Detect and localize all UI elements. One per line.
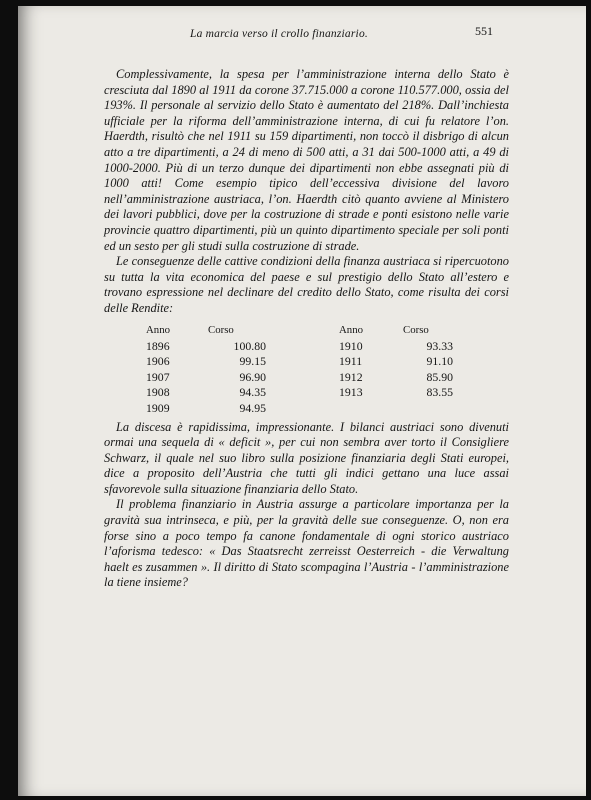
- corso-cell: 94.35: [239, 385, 266, 399]
- anno-cell: 1908: [146, 385, 170, 399]
- anno-cell: 1910: [339, 338, 363, 353]
- header-corso: Corso: [208, 323, 234, 336]
- table-row: [339, 385, 453, 401]
- anno-cell: 1906: [146, 354, 170, 368]
- paragraph-2: Le conseguenze delle cattive condizioni della finanza austriaca si ripercuotono su tutta la vita economica del paese e sul prestigio dello Stato all’estero e trovano espressione nel declinare del credito dello Stato, come risulta dei corsi delle Rendite:: [104, 254, 509, 315]
- header-corso: Corso: [403, 323, 429, 336]
- page-number: 551: [475, 24, 493, 38]
- corso-cell: 85.90: [426, 369, 453, 384]
- table-row: [339, 370, 453, 386]
- corso-cell: 83.55: [426, 385, 453, 399]
- table-row: [339, 339, 453, 355]
- corso-cell: 91.10: [426, 354, 453, 368]
- table-row: [146, 354, 266, 370]
- anno-cell: 1911: [339, 354, 363, 368]
- rendite-column-left: [146, 320, 266, 417]
- corso-cell: 100.80: [233, 338, 266, 353]
- table-row: [146, 401, 266, 417]
- paragraph-3: La discesa è rapidissima, impressionante. I bilanci austriaci sono divenuti ormai una sequela di « deficit », per cui non sembra aver torto il Consigliere Schwarz, il quale nel suo libro sulla posizione finanziaria degli Stati europei, dice a proposito dell’Austria che tutti gli indici gettano una luce assai sfavorevole sulla situazione finanziaria dello Stato.: [104, 419, 509, 496]
- book-page: [18, 6, 586, 796]
- table-row: [146, 370, 266, 386]
- rendite-header-left: [146, 320, 266, 339]
- rendite-column-right: [339, 320, 453, 401]
- anno-cell: 1913: [339, 385, 363, 399]
- corso-cell: 94.95: [239, 400, 266, 415]
- table-row: [146, 339, 266, 355]
- anno-cell: 1909: [146, 400, 170, 415]
- page-body: [104, 67, 509, 591]
- table-row: [339, 354, 453, 370]
- header-anno: Anno: [146, 323, 170, 336]
- anno-cell: 1896: [146, 338, 170, 353]
- running-title: La marcia verso il crollo finanziario.: [190, 28, 368, 40]
- corso-cell: 93.33: [426, 338, 453, 353]
- anno-cell: 1912: [339, 369, 363, 384]
- paragraph-1: Complessivamente, la spesa per l’amministrazione interna dello Stato è cresciuta dal 1890 al 1911 da corone 37.715.000 a corone 110.577.000, ossia del 193%. Il personale al servizio dello Stato è aumentato del 218%. Dall’inchiesta ufficiale per la riforma dell’amministrazione interna, di cui fu relatore l’on. Haerdth, risultò che nel 1911 su 159 dipartimenti, non toccò il disbrigo di alcun atto a tre dipartimenti, a 24 di meno di 500 atti, a 31 dai 500-1000 atti, a 49 di 1000-2000. Più di un terzo dunque dei dipartimenti non ebbe assegnati più di 1000 atti! Come esempio tipico dell’eccessiva divisione del lavoro nell’amministrazione austriaca, l’on. Haerdth citò quanto avviene al Ministero dei lavori pubblici, dove per la costruzione di strade e ponti esistono nelle varie provincie quattro dipartimenti, più un quinto dipartimento speciale per soli ponti ed un sesto per gli studi sulla costruzione di strade.: [104, 67, 509, 253]
- anno-cell: 1907: [146, 369, 170, 384]
- corso-cell: 99.15: [239, 354, 266, 368]
- header-anno: Anno: [339, 323, 363, 336]
- corso-cell: 96.90: [239, 369, 266, 384]
- rendite-table: [104, 320, 509, 418]
- table-row: [146, 385, 266, 401]
- rendite-header-right: [339, 320, 453, 339]
- paragraph-4: Il problema finanziario in Austria assurge a particolare importanza per la gravità sua intrinseca, e più, per la gravità delle sue conseguenze. O, non era forse sino a poco tempo fa canone fondamentale di ogni storico austriaco l’aforisma tedesco: « Das Staatsrecht zerreisst Oesterreich - die Verwaltung haelt es zusammen ». Il diritto di Stato scompagina l’Austria - l’amministrazione la tiene insieme?: [104, 497, 509, 590]
